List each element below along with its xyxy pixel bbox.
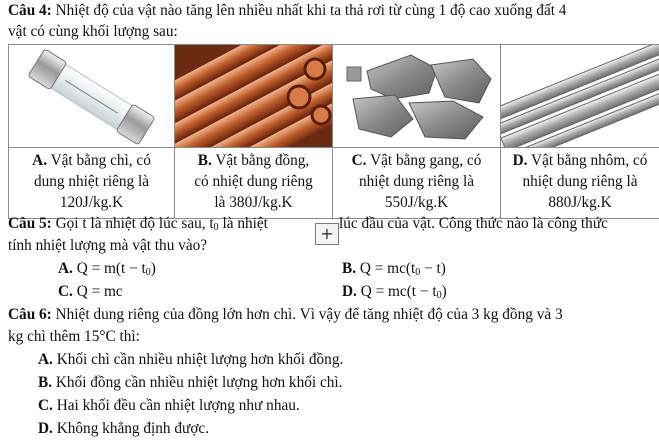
q5-text-c: lúc đầu của vật. Công thức nào là công thức — [339, 215, 608, 232]
q5-option-b-formula: Q = mc(t — [359, 260, 416, 277]
glass-fuse-icon — [9, 45, 174, 147]
q4-option-d[interactable] — [501, 148, 659, 219]
q4-option-d-line-2: nhiệt dung riêng là — [522, 173, 638, 190]
q6-option-b[interactable] — [38, 373, 342, 393]
q4-option-c-letter: C. — [351, 152, 367, 169]
q5-line-2: tính nhiệt lượng mà vật thu vào? — [8, 237, 208, 254]
q4-image-cell-a — [9, 45, 175, 148]
cast-iron-pieces-icon — [333, 45, 500, 147]
q5-option-b-sub: 0 — [415, 267, 421, 278]
q4-option-a[interactable] — [9, 148, 175, 219]
q4-option-d-line-3: 880J/kg.K — [548, 194, 612, 211]
q6-number: Câu 6: — [8, 306, 52, 323]
q5-line-1 — [8, 214, 268, 238]
q5-option-c-formula: Q = mc — [76, 283, 123, 300]
q5-option-b-letter: B. — [342, 260, 357, 277]
q5-t0-subscript: 0 — [213, 222, 219, 233]
q4-line-2: vật có cùng khối lượng sau: — [8, 23, 178, 40]
q6-option-c-letter: C. — [38, 397, 53, 414]
q4-option-c-line-1: Vật bằng gang, có — [370, 152, 482, 169]
q4-option-b[interactable] — [175, 148, 333, 219]
q5-option-d-sub: 0 — [436, 290, 442, 301]
q5-option-d-tail: ) — [441, 283, 447, 300]
q4-option-b-line-1: Vật bằng đồng, — [215, 152, 310, 169]
q6-line-2: kg chì thêm 15°C thì: — [8, 328, 140, 345]
aluminum-profiles-icon — [501, 45, 659, 147]
q5-option-c-letter: C. — [58, 283, 73, 300]
q6-option-c-text: Hai khối đều cần nhiệt lượng như nhau. — [56, 397, 300, 414]
q5-number: Câu 5: — [8, 215, 52, 232]
q5-option-a-letter: A. — [58, 260, 73, 277]
q5-option-d-letter: D. — [342, 283, 357, 300]
q6-option-c[interactable] — [38, 396, 300, 416]
q4-option-a-line-1: Vật bằng chì, có — [50, 152, 151, 169]
q5-option-b[interactable] — [342, 259, 446, 283]
q6-option-a-text: Khối chì cần nhiều nhiệt lượng hơn khối đồng. — [56, 351, 344, 368]
q4-option-a-line-3: 120J/kg.K — [59, 194, 124, 211]
copper-pipes-icon — [175, 45, 332, 147]
q4-option-d-letter: D. — [512, 152, 528, 169]
q6-option-b-text: Khối đồng cần nhiều nhiệt lượng hơn khối chì. — [55, 374, 343, 391]
q4-line-1 — [8, 1, 566, 21]
q5-option-a-sub: 0 — [145, 267, 151, 278]
q6-option-a[interactable] — [38, 350, 343, 370]
q4-option-d-line-1: Vật bằng nhôm, có — [531, 152, 648, 169]
q4-option-b-line-2: có nhiệt dung riêng — [194, 173, 313, 190]
q6-option-d[interactable] — [38, 419, 209, 439]
q4-number: Câu 4: — [8, 2, 52, 19]
q5-option-a-formula: Q = m(t − t — [76, 260, 146, 277]
q5-option-d[interactable] — [342, 282, 447, 306]
add-plus-button[interactable]: + — [315, 223, 339, 245]
q6-option-d-letter: D. — [38, 420, 53, 437]
q4-image-cell-c — [333, 45, 501, 148]
q6-option-a-letter: A. — [38, 351, 53, 368]
q6-option-d-text: Không khẳng định được. — [56, 420, 210, 437]
q5-option-a[interactable] — [58, 259, 156, 283]
q4-image-cell-b — [175, 45, 333, 148]
q4-option-c-line-2: nhiệt dung riêng là — [358, 173, 475, 190]
q4-option-b-line-3: là 380J/kg.K — [214, 194, 293, 211]
q4-image-cell-d — [501, 45, 659, 148]
q6-option-b-letter: B. — [38, 374, 53, 391]
q5-option-d-formula: Q = mc(t − t — [360, 283, 437, 300]
q5-option-a-tail: ) — [150, 260, 156, 277]
q6-line-1 — [8, 305, 563, 325]
q5-option-c[interactable] — [58, 282, 123, 302]
q5-text-a: Gọi t là nhiệt độ lúc sau, t — [55, 215, 214, 232]
q4-option-b-letter: B. — [197, 152, 212, 169]
q6-text: Nhiệt dung riêng của đồng lớn hơn chì. Vì vậy để tăng nhiệt độ của 3 kg đồng và 3 — [55, 306, 563, 323]
q4-option-a-letter: A. — [32, 152, 48, 169]
q4-options-table — [8, 44, 659, 219]
q4-option-c-line-3: 550J/kg.K — [384, 194, 449, 211]
q5-option-b-tail: − t) — [420, 260, 446, 277]
q4-option-c[interactable] — [333, 148, 501, 219]
q4-text: Nhiệt độ của vật nào tăng lên nhiều nhất khi ta thả rơi từ cùng 1 độ cao xuống đất 4 — [55, 2, 567, 19]
q4-option-a-line-2: dung nhiệt riêng là — [33, 173, 150, 190]
q5-text-b: là nhiệt — [218, 215, 268, 232]
